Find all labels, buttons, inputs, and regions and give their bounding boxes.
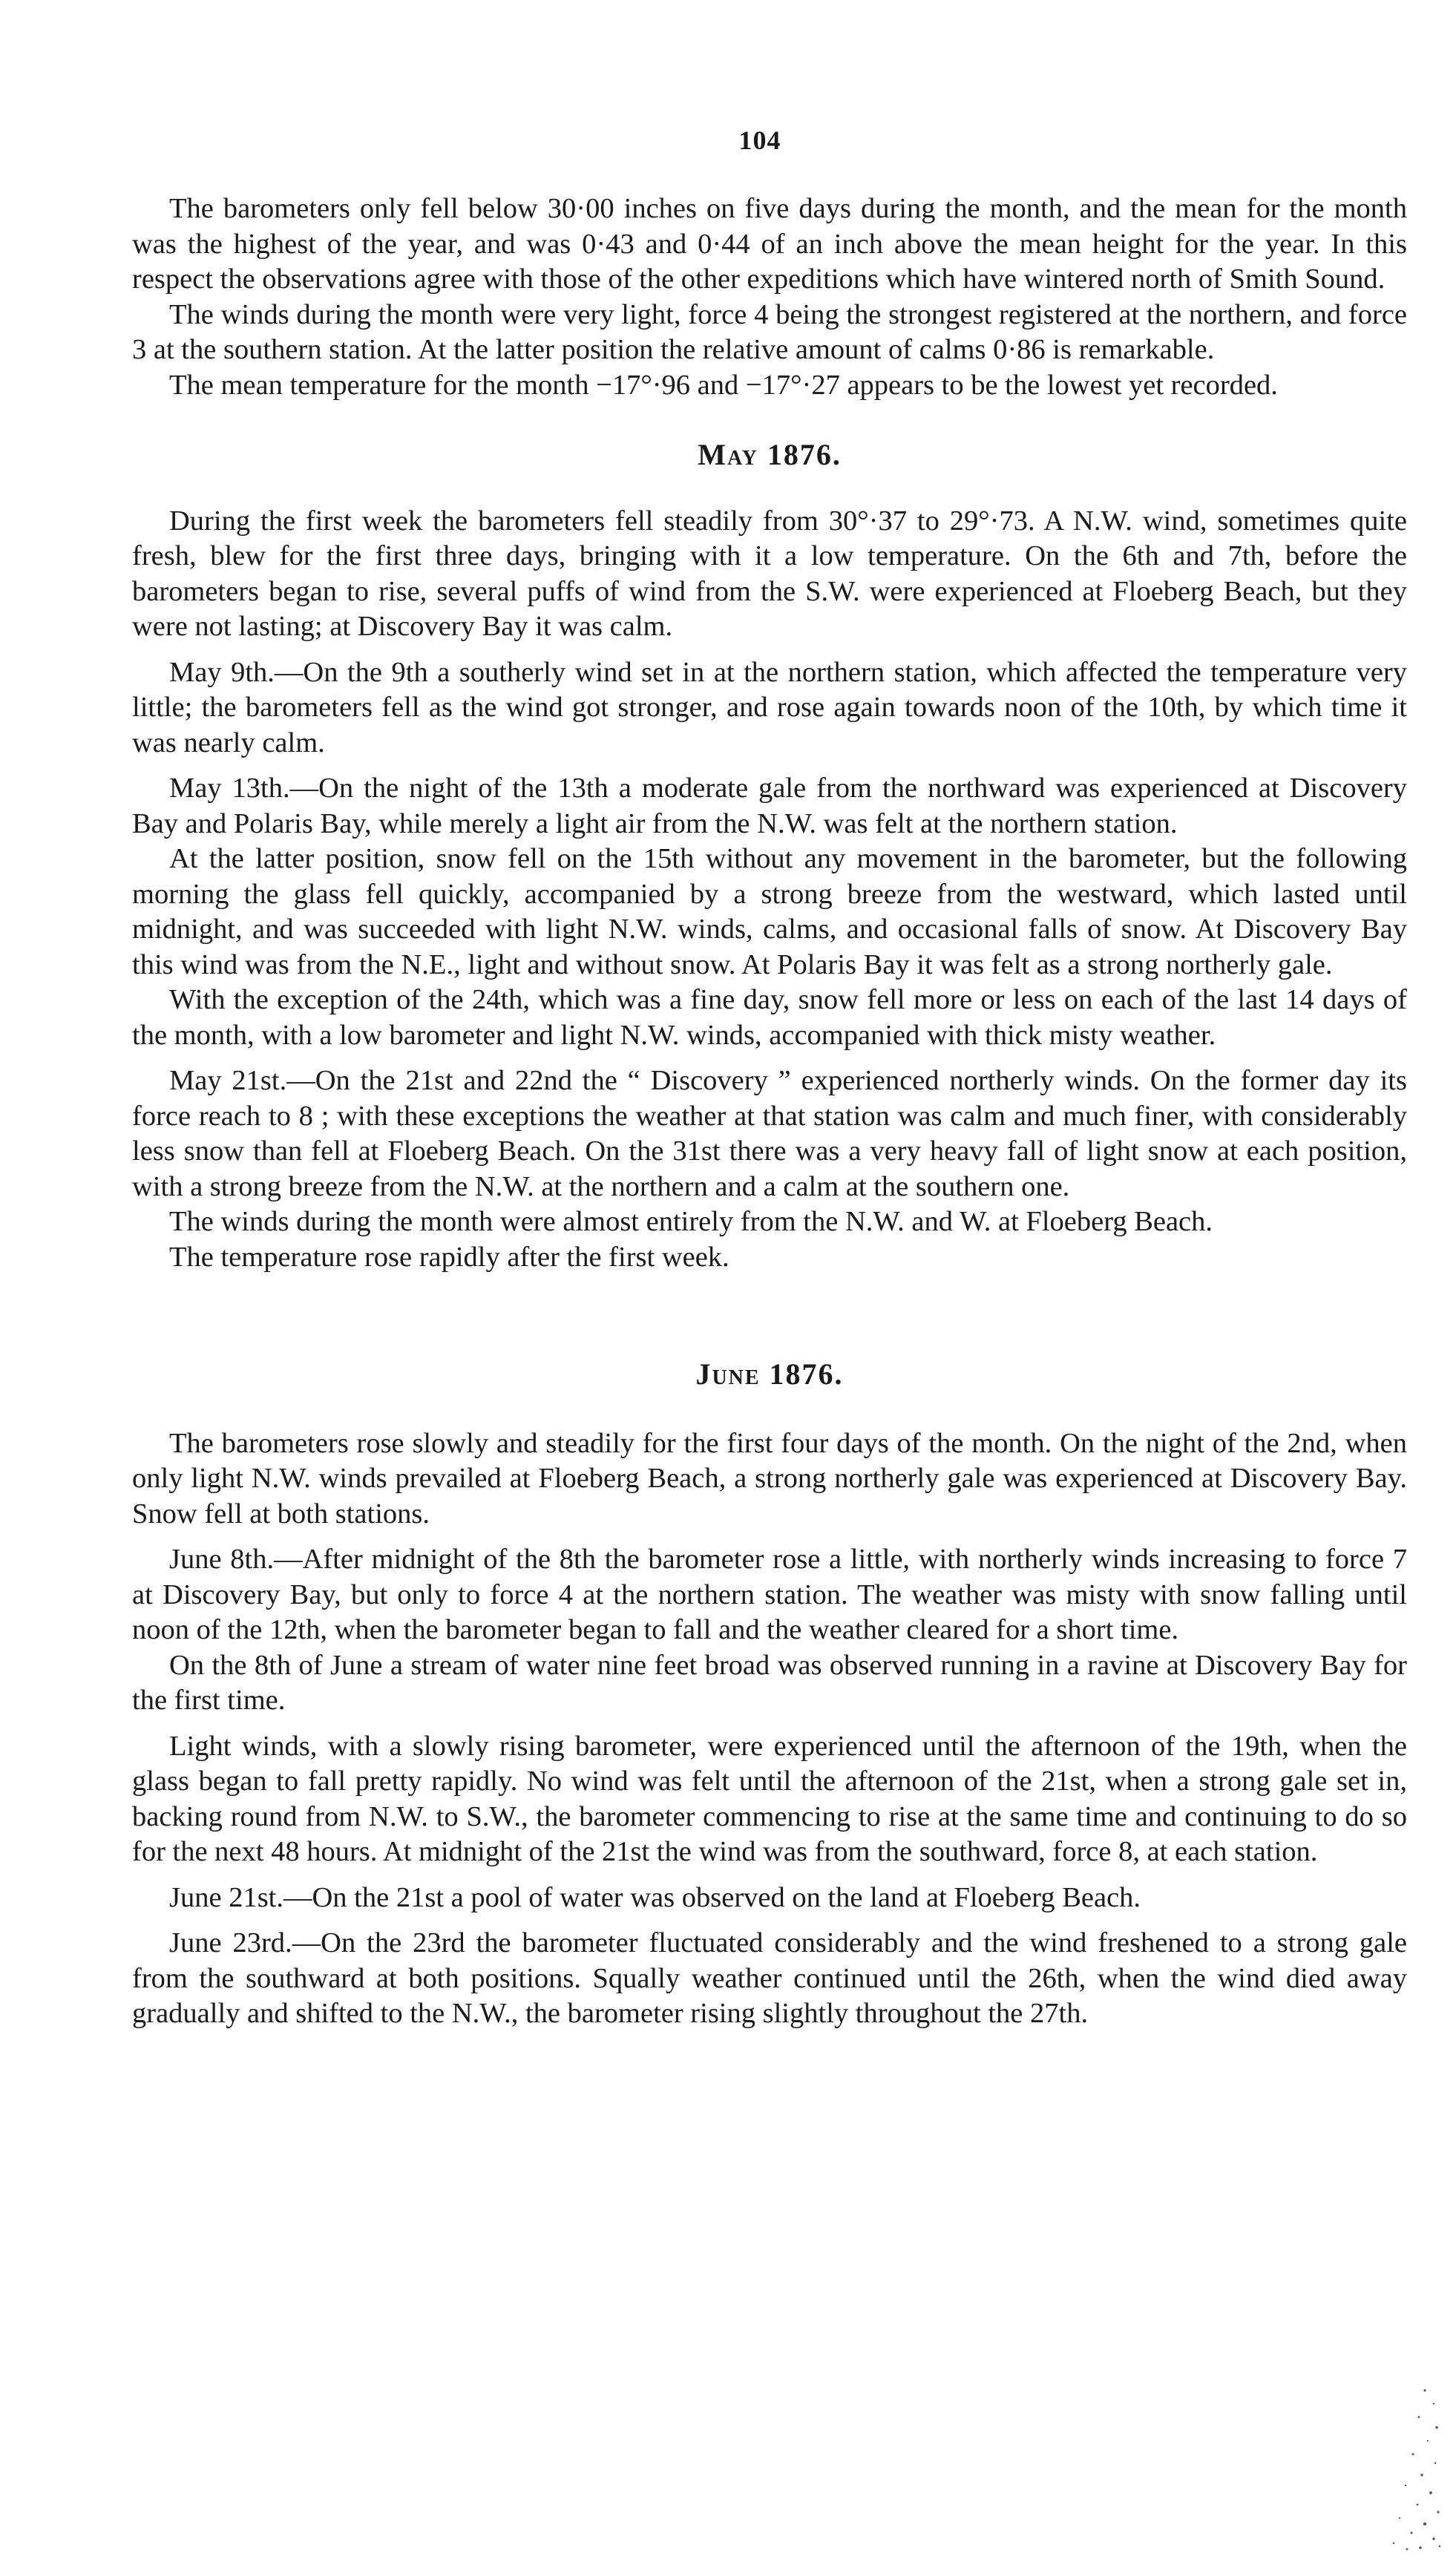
paragraph-may-15th: At the latter position, snow fell on the 15th without any movement in the barometer, but the following morning the glass fell quickly, accompanied by a strong breeze from the westward, which lasted until midnight, and was succeeded with light N.W. winds, calms, and occasional falls of snow. At Discovery Bay this wind was from the N.E., light and without snow. At Polaris Bay it was felt as a strong northerly gale. <box>132 843 1407 980</box>
paragraph-june-23rd: June 23rd.—On the 23rd the barometer fluctuated considerably and the wind freshened to a strong gale from the southward at both positions. Squally weather continued until the 26th, when the wind died away gradually and shifted to the N.W., the barometer rising slightly throughout the 27th. <box>132 1927 1407 2029</box>
paragraph-may-winds: The winds during the month were almost entirely from the N.W. and W. at Floeberg Beach. <box>169 1206 1213 1237</box>
paragraph-may-snow: With the exception of the 24th, which was a fine day, snow fell more or less on each of the last 14 days of the month, with a low barometer and light N.W. winds, accompanied with thick misty weather. <box>132 984 1407 1051</box>
paragraph-june-first-days: The barometers rose slowly and steadily for the first four days of the month. On the night of the 2nd, when only light N.W. winds prevailed at Floeberg Beach, a strong northerly gale was experienced at Discovery Bay. Snow fell at both stations. <box>132 1427 1407 1530</box>
page-body <box>132 191 1407 2032</box>
section-heading-june: June 1876. <box>695 1357 844 1391</box>
paragraph-may-temperature: The temperature rose rapidly after the first week. <box>169 1241 729 1273</box>
paragraph-winds-april: The winds during the month were very light, force 4 being the strongest registered at the northern, and force 3 at the southern station. At the latter position the relative amount of calms 0·86 is remarkable. <box>132 298 1407 365</box>
paragraph-june-stream: On the 8th of June a stream of water nine feet broad was observed running in a ravine at Discovery Bay for the first time. <box>132 1649 1407 1716</box>
page-number: 104 <box>738 125 781 155</box>
paragraph-barometers-april: The barometers only fell below 30·00 inches on five days during the month, and the mean for the month was the highest of the year, and was 0·43 and 0·44 of an inch above the mean height for the year. In this respect the observations agree with those of the other expeditions which have wintered north of Smith Sound. <box>132 193 1407 295</box>
paragraph-may-9th: May 9th.—On the 9th a southerly wind set in at the northern station, which affected the temperature very little; the barometers fell as the wind got stronger, and rose again towards noon of the 10th, by which time it was nearly calm. <box>132 656 1407 758</box>
paragraph-june-8th: June 8th.—After midnight of the 8th the barometer rose a little, with northerly winds increasing to force 7 at Discovery Bay, but only to force 4 at the northern station. The weather was misty with snow falling until noon of the 12th, when the barometer began to fall and the weather cleared for a short time. <box>132 1544 1407 1645</box>
paragraph-mean-temperature: The mean temperature for the month −17°·96 and −17°·27 appears to be the lowest yet recorded. <box>169 369 1278 401</box>
print-speckle-marks <box>1354 2381 1443 2552</box>
paragraph-may-21st: May 21st.—On the 21st and 22nd the “ Discovery ” experienced northerly winds. On the former day its force reach to 8 ; with these exceptions the weather at that station was calm and much finer, with considerably less snow than fell at Floeberg Beach. On the 31st there was a very heavy fall of light snow at each position, with a strong breeze from the N.W. at the northern and a calm at the southern one. <box>132 1065 1407 1202</box>
section-heading-may: May 1876. <box>698 438 842 471</box>
paragraph-may-first-week: During the first week the barometers fell steadily from 30°·37 to 29°·73. A N.W. wind, sometimes quite fresh, blew for the first three days, bringing with it a low temperature. On the 6th and 7th, before the barometers began to rise, several puffs of wind from the S.W. were experienced at Floeberg Beach, but they were not lasting; at Discovery Bay it was calm. <box>132 505 1407 642</box>
paragraph-june-19th: Light winds, with a slowly rising barometer, were experienced until the afternoon of the 19th, when the glass began to fall pretty rapidly. No wind was felt until the afternoon of the 21st, when a strong gale set in, backing round from N.W. to S.W., the barometer commencing to rise at the same time and continuing to do so for the next 48 hours. At midnight of the 21st the wind was from the southward, force 8, at each station. <box>132 1730 1407 1867</box>
paragraph-may-13th: May 13th.—On the night of the 13th a moderate gale from the northward was experienced at Discovery Bay and Polaris Bay, while merely a light air from the N.W. was felt at the northern station. <box>132 773 1407 839</box>
paragraph-june-21st: June 21st.—On the 21st a pool of water was observed on the land at Floeberg Beach. <box>169 1881 1141 1913</box>
